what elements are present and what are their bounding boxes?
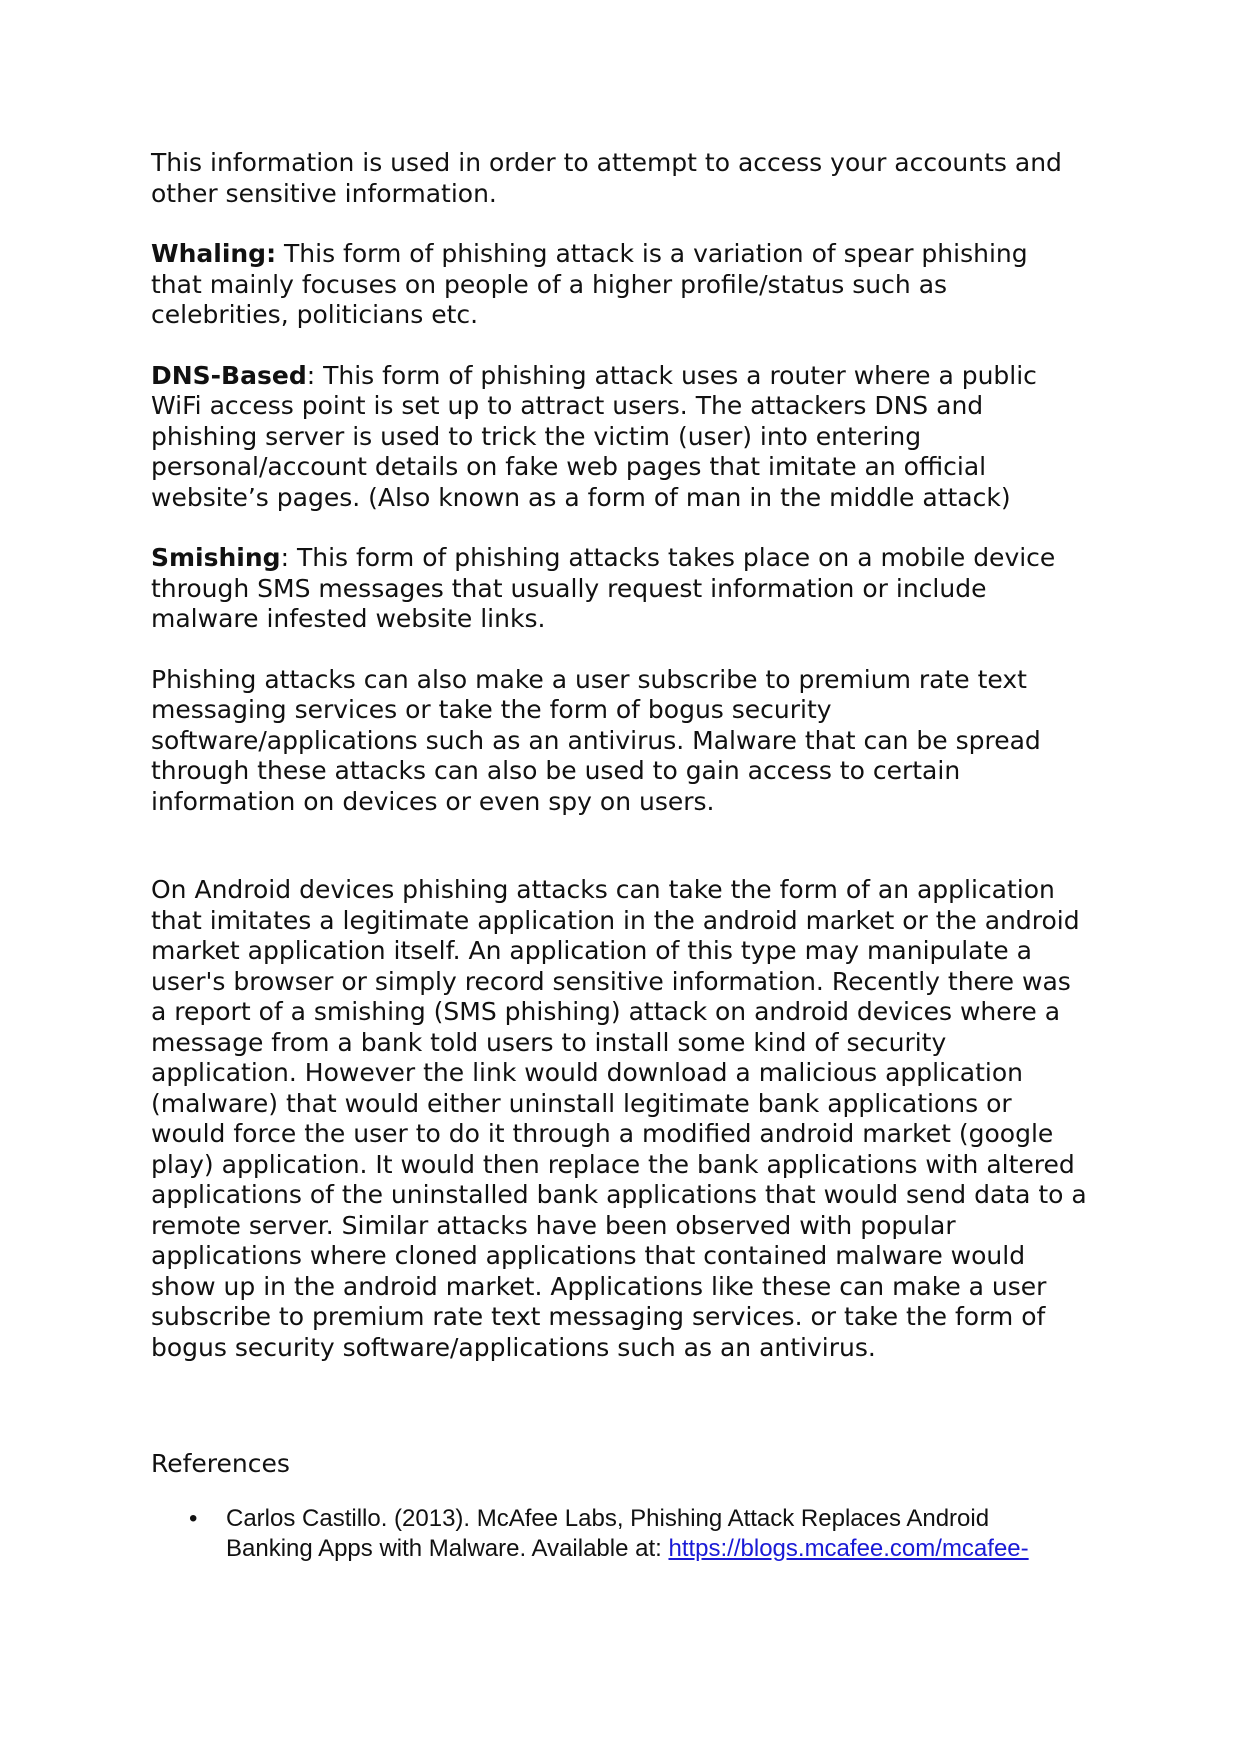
intro-paragraph: This information is used in order to attempt to access your accounts and other sensitive information. xyxy=(151,148,1062,208)
dns-based-term: DNS-Based xyxy=(151,360,307,390)
android-paragraph: On Android devices phishing attacks can take the form of an application that imitates a legitimate application in the android market or the android market application itself. An application of this type may manipulate a user's browser or simply record sensitive information. Recently there was a report of a smishing (SMS phishing) attack on android devices where a message from a bank told users to install some kind of security application. However the link would download a malicious application (malware) that would either uninstall legitimate bank applications or would force the user to do it through a modified android market (google play) application. It would then replace the bank applications with altered applications of the uninstalled bank applications that would send data to a remote server. Similar attacks have been observed with popular applications where cloned applications that contained malware would show up in the android market. Applications like these can make a user subscribe to premium rate text messaging services. or take the form of bogus security software/applications such as an antivirus. xyxy=(151,875,1087,1362)
smishing-text: : This form of phishing attacks takes place on a mobile device through SMS messages that usually request information or include malware infested website links. xyxy=(151,543,1056,633)
references-list xyxy=(151,1504,1111,1564)
dns-based-paragraph xyxy=(151,361,1111,514)
references-heading: References xyxy=(151,1449,290,1478)
whaling-term: Whaling: xyxy=(151,239,277,268)
reference-link[interactable]: https://blogs.mcafee.com/mcafee- xyxy=(668,1534,1029,1562)
premium-services-paragraph: Phishing attacks can also make a user subscribe to premium rate text messaging services or take the form of bogus security software/applications such as an antivirus. Malware that can be spread through these attacks can also be used to gain access to certain information on devices or even spy on users. xyxy=(151,664,1041,816)
reference-item xyxy=(151,1504,1126,1564)
whaling-text: This form of phishing attack is a variation of spear phishing that mainly focuses on people of a higher profile/status such as celebrities, politicians etc. xyxy=(151,239,1028,329)
smishing-term: Smishing xyxy=(151,543,281,572)
whaling-paragraph xyxy=(151,239,1111,331)
document-body xyxy=(151,148,1111,1564)
reference-text: Carlos Castillo. (2013). McAfee Labs, Phishing Attack Replaces Android Banking Apps with Malware. Available at: xyxy=(226,1504,990,1562)
dns-based-text: : This form of phishing attack uses a router where a public WiFi access point is set up to attract users. The attackers DNS and phishing server is used to trick the victim (user) into entering personal/account details on fake web pages that imitate an official website’s pages. (Also known as a form of man in the middle attack) xyxy=(151,360,1037,512)
bullet-icon: • xyxy=(189,1504,198,1532)
smishing-paragraph xyxy=(151,543,1111,635)
